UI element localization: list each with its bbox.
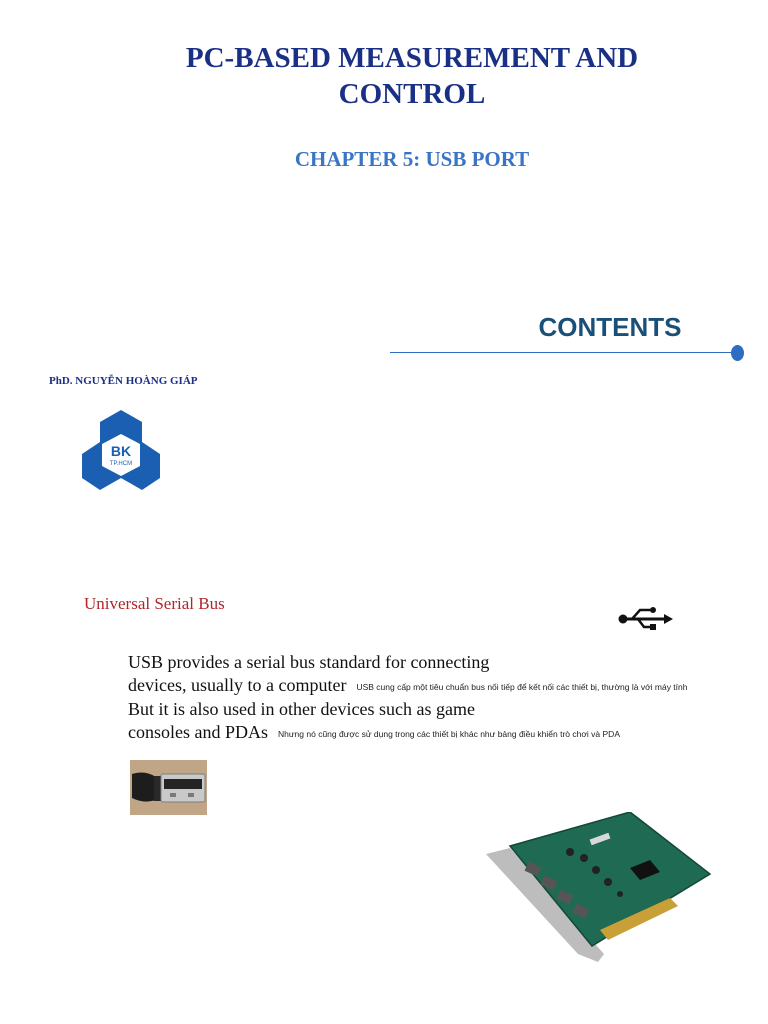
bk-university-logo [82, 410, 160, 490]
body-line-3-text: But it is also used in other devices such as game [128, 699, 475, 719]
page-title-line-2: CONTROL [338, 78, 486, 110]
body-line-3 [128, 699, 475, 720]
chapter-title: CHAPTER 5: USB PORT [294, 147, 530, 171]
author-name: PhD. NGUYỄN HOÀNG GIÁP [49, 375, 198, 387]
logo-text-city: TP.HCM [109, 461, 133, 467]
body-line-1 [128, 652, 489, 673]
body-line-4-text: consoles and PDAs [128, 722, 268, 742]
body-line-2-text: devices, usually to a computer [128, 675, 347, 695]
contents-divider-line [390, 352, 732, 353]
section-title: Universal Serial Bus [84, 594, 225, 613]
page-title-line-1: PC-BASED MEASUREMENT AND [185, 42, 639, 74]
body-line-4-translation: Nhưng nó cũng được sử dụng trong các thiết bị khác như bảng điều khiển trò chơi và PDA [278, 729, 620, 739]
body-line-1-text: USB provides a serial bus standard for connecting [128, 652, 490, 672]
contents-divider-dot [731, 345, 744, 361]
usb-symbol-icon [618, 604, 674, 634]
body-line-2-translation: USB cung cấp một tiêu chuẩn bus nối tiếp để kết nối các thiết bị, thường là với máy tính [356, 682, 688, 692]
usb-pci-card-photo [480, 812, 712, 962]
page-title [0, 40, 768, 112]
logo-text-bk: BK [110, 443, 132, 459]
usb-plug-photo [130, 760, 207, 815]
contents-heading: CONTENTS [538, 312, 682, 342]
body-line-2 [128, 675, 688, 696]
body-line-4 [128, 722, 620, 743]
